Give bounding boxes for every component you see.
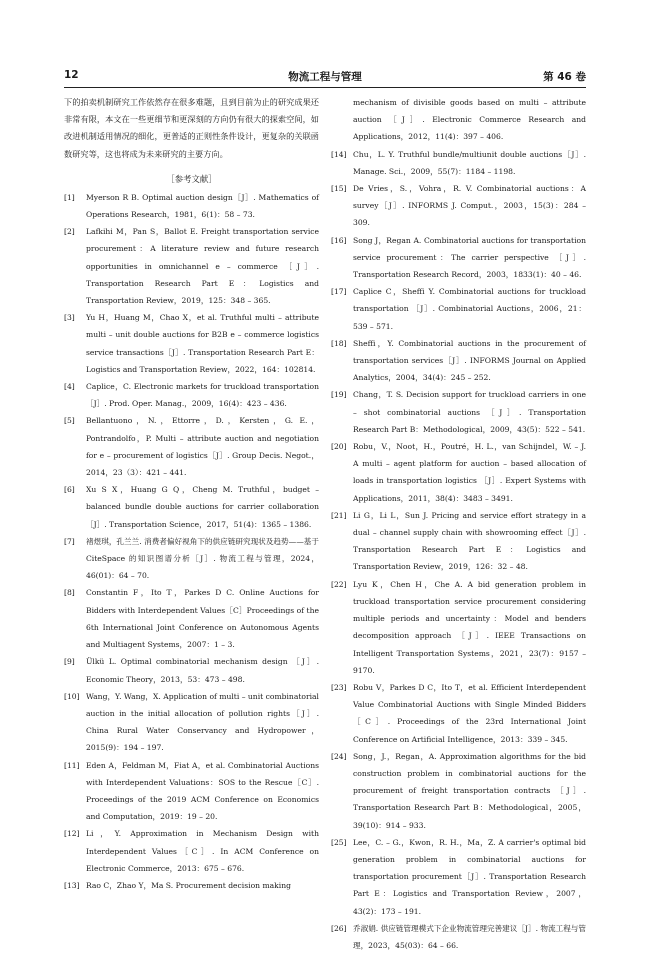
reference-entry [331, 335, 586, 387]
running-header [64, 69, 586, 87]
reference-text: Song J，Regan A. Combinatorial auctions for transportation service procurement：The carrier perspective ［J］. Transportation Research Record，2003，1833(1)：40 – 46. [353, 235, 586, 280]
reference-text: Chu，L. Y. Truthful bundle/multiunit double auctions［J］. Manage. Sci.，2009，55(7)：1184 – 1198. [353, 149, 586, 176]
page-number: 12 [64, 69, 79, 81]
reference-number: [7] [64, 536, 75, 546]
reference-number: [21] [331, 510, 347, 520]
reference-entry [331, 180, 586, 232]
reference-text: Song，J.，Regan，A. Approximation algorithms for the bid construction problem in combinatorial auctions for the procurement of freight transportation contracts ［J］. Transportation Research Part B：Methodological，2005，39(10)：914 – 933. [353, 751, 586, 830]
reference-entry [331, 834, 586, 920]
reference-number: [17] [331, 287, 347, 297]
reference-text: Bellantuono，N.，Ettorre，D.，Kersten，G. E.，Pontrandolfo，P. Multi – attribute auction and negotiation for e – procurement of logistics［J］. Group Decis. Negot.，2014，23（3）：421 – 441. [86, 416, 319, 478]
reference-number: [23] [331, 682, 347, 692]
reference-number: [14] [331, 149, 347, 159]
reference-entry [64, 309, 319, 378]
reference-entry [64, 378, 319, 412]
reference-number: [11] [64, 760, 80, 770]
reference-text: Chang，T. S. Decision support for truckload carriers in one – shot combinatorial auctions ［J］. Transportation Research Part B：Methodological，2009，43(5)：522 – 541. [353, 390, 586, 434]
reference-text: Ülkü L. Optimal combinatorial mechanism design ［J］. Economic Theory，2013，53：473 – 498. [86, 657, 319, 684]
reference-text: 褚煜琪，孔兰兰. 消费者偏好视角下的供应链研究现状及趋势——基于 CiteSpace 的知识图谱分析［J］. 物流工程与管理，2024，46(01)：64 – 70. [86, 536, 319, 581]
journal-title: 物流工程与管理 [288, 71, 362, 83]
reference-entry [64, 653, 319, 687]
left-column [64, 94, 319, 894]
reference-entry [64, 825, 319, 877]
reference-entry [64, 223, 319, 309]
reference-text: Lyu K，Chen H，Che A. A bid generation problem in truckload transportation service procurement considering multiple periods and uncertainty：Model and benders decomposition approach ［J］. IEEE Transactions on Intelligent Transportation Systems，2021，23(7)：9157 – 9170. [353, 579, 586, 675]
reference-number: [13] [64, 880, 80, 890]
reference-text: Wang，Y. Wang，X. Application of multi – unit combinatorial auction in the initial allocation of pollution rights［J］. China Rural Water Conservancy and Hydropower，2015(9)：194 – 197. [86, 691, 319, 753]
reference-entry [64, 533, 319, 585]
reference-number: [18] [331, 338, 347, 348]
reference-entry [64, 412, 319, 481]
reference-number: [12] [64, 829, 80, 839]
reference-entry [331, 283, 586, 335]
reference-number: [22] [331, 579, 347, 589]
reference-text: mechanism of divisible goods based on multi – attribute auction ［J］. Electronic Commerce Research and Applications，2012，11(4)：397 – 406. [353, 98, 586, 142]
reference-entry [64, 877, 319, 894]
reference-text: Lafkihi M，Pan S，Ballot E. Freight transportation service procurement：A literature review and future research opportunities in omnichannel e – commerce ［J］. Transportation Research Part E：Logistics and Transportation Review，2019，125：348 – 365. [86, 227, 319, 306]
right-column [331, 94, 586, 954]
reference-entry [331, 386, 586, 438]
reference-entry [331, 146, 586, 180]
reference-entry [64, 757, 319, 826]
reference-number: [15] [331, 184, 347, 194]
reference-entry [331, 576, 586, 679]
reference-text: Li，Y. Approximation in Mechanism Design with Interdependent Values［C］. In ACM Conference on Electronic Commerce，2013：675 – 676. [86, 829, 319, 873]
left-reference-list [64, 189, 319, 894]
reference-entry [331, 748, 586, 834]
reference-text: 乔淑娟. 供应链管理模式下企业物流管理完善建议［J］. 物流工程与管理，2023，45(03)：64 – 66. [353, 923, 586, 950]
reference-entry [331, 507, 586, 576]
reference-entry [331, 94, 586, 146]
reference-text: Robu V，Parkes D C，Ito T，et al. Efficient Interdependent Value Combinatorial Auctions with Single Minded Bidders［C］. Proceedings of the 23rd International Joint Conference on Artificial Intelligence，2013：339 – 345. [353, 682, 586, 744]
reference-entry [331, 232, 586, 284]
reference-number: [9] [64, 657, 75, 667]
reference-text: Rao C，Zhao Y，Ma S. Procurement decision making [86, 880, 291, 890]
reference-text: Caplice C，Sheffi Y. Combinatorial auctions for truckload transportation ［J］. Combinatorial Auctions，2006，21：539 – 571. [353, 287, 586, 331]
reference-text: Li G，Li L，Sun J. Pricing and service effort strategy in a dual – channel supply chain with showrooming effect［J］. Transportation Research Part E：Logistics and Transportation Review，2019，126：32 – 48. [353, 510, 586, 572]
reference-text: Robu，V.，Noot，H.，Poutré，H. L.，van Schijndel，W. – J. A multi – agent platform for auction – based allocation of loads in transportation logistics ［J］. Expert Systems with Applications，2011，38(4)：3483 – 3491. [353, 442, 586, 503]
reference-text: Lee，C. – G.，Kwon，R. H.，Ma，Z. A carrier's optimal bid generation problem in combinatorial auctions for transportation procurement［J］. Transportation Research Part E：Logistics and Transportation Review，2007，43(2)：173 – 191. [353, 837, 586, 916]
reference-text: De Vries，S.，Vohra，R. V. Combinatorial auctions：A survey［J］. INFORMS J. Comput.，2003，15(3)：284 – 309. [353, 184, 586, 228]
reference-number: [2] [64, 227, 75, 237]
reference-number: [20] [331, 442, 347, 452]
reference-text: Caplice，C. Electronic markets for truckload transportation［J］. Prod. Oper. Manag.，2009，16(4)：423 – 436. [86, 382, 319, 409]
references-heading: ［参考文献］ [166, 173, 217, 184]
intro-paragraph: 下的拍卖机制研究工作依然存在很多难题，且到目前为止的研究成果还非常有限，本文在一些更细节和更深刻的方向仍有很大的探索空间，如改进机制适用情况的细化，更普适的正则性条件设计，更复杂的关联函数研究等，这也将成为未来研究的主要方向。 [64, 97, 319, 159]
reference-number: [8] [64, 588, 75, 598]
reference-entry [64, 189, 319, 223]
reference-text: Xu S X，Huang G Q，Cheng M. Truthful，budget – balanced bundle double auctions for carrier collaboration ［J］. Transportation Science，2017，51(4)：1365 – 1386. [86, 485, 319, 529]
reference-number: [6] [64, 485, 75, 495]
reference-text: Yu H，Huang M，Chao X，et al. Truthful multi – attribute multi – unit double auctions for B2B e – commerce logistics service transactions［J］. Transportation Research Part E：Logistics and Transportation Review，2022，164：102814. [86, 313, 319, 374]
reference-number: [25] [331, 837, 347, 847]
reference-entry [331, 920, 586, 954]
reference-number: [3] [64, 313, 75, 323]
volume-label: 第 46 卷 [543, 71, 586, 83]
reference-number: [4] [64, 382, 75, 392]
reference-number: [24] [331, 751, 347, 761]
reference-number: [5] [64, 416, 75, 426]
reference-number: [16] [331, 235, 347, 245]
reference-text: Myerson R B. Optimal auction design［J］. Mathematics of Operations Research，1981，6(1)：58 – 73. [86, 192, 319, 220]
reference-number: [19] [331, 390, 347, 400]
reference-entry [64, 584, 319, 653]
reference-entry [64, 688, 319, 757]
reference-text: Eden A，Feldman M，Fiat A，et al. Combinatorial Auctions with Interdependent Valuations：SOS to the Rescue［C］. Proceedings of the 2019 ACM Conference on Economics and Computation，2019：19 – 20. [86, 760, 319, 822]
header-rule [64, 87, 586, 88]
reference-text: Sheffi，Y. Combinatorial auctions in the procurement of transportation services［J］. INFORMS Journal on Applied Analytics，2004，34(4)：245 – 252. [353, 338, 586, 383]
reference-entry [331, 679, 586, 748]
reference-entry [331, 438, 586, 507]
reference-number: [26] [331, 923, 347, 933]
right-reference-list [331, 94, 586, 954]
reference-number: [1] [64, 192, 75, 202]
reference-number: [10] [64, 691, 80, 701]
reference-entry [64, 481, 319, 533]
reference-text: Constantin F，Ito T，Parkes D C. Online Auctions for Bidders with Interdependent Values［C］Proceedings of the 6th International Joint Conference on Autonomous Agents and Multiagent Systems，2007：1 – 3. [86, 588, 319, 650]
